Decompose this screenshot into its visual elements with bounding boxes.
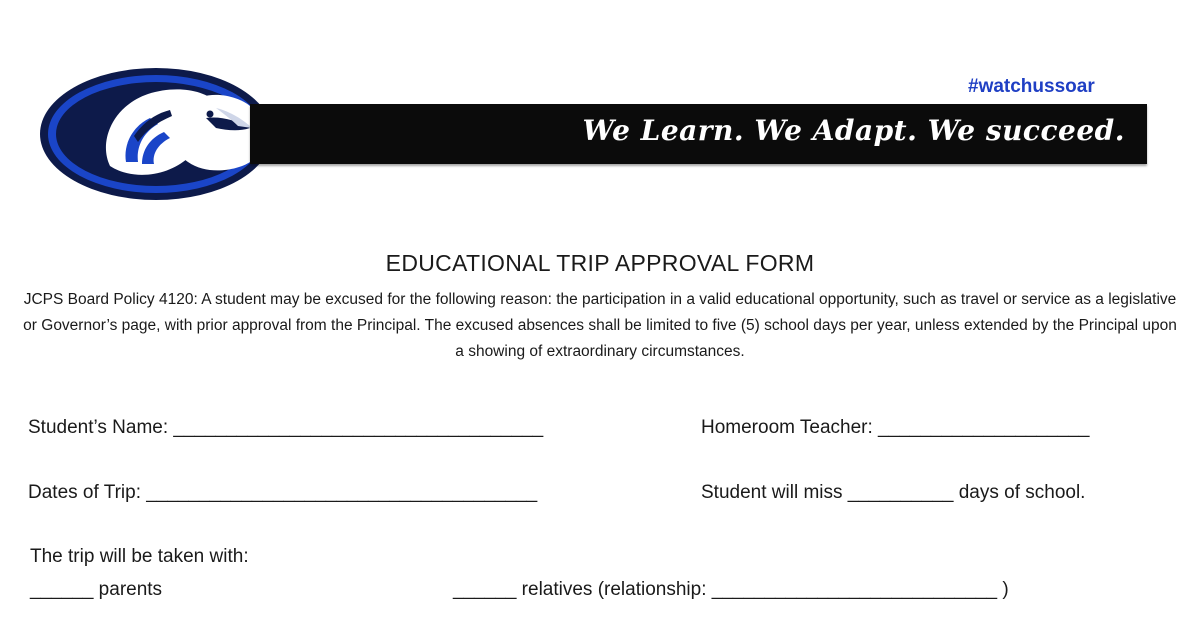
student-name-field[interactable]: Student’s Name: ___________________________________ (28, 417, 544, 438)
dates-of-trip-field[interactable]: Dates of Trip: _____________________________________ (28, 482, 538, 503)
policy-paragraph: JCPS Board Policy 4120: A student may be excused for the following reason: the participation in a valid educational opportunity, such as travel or service as a legislative or Governor’s page, with prior approval from the Principal. The excused absences shall be limited to five (5) school days per year, unless extended by the Principal upon a showing of extraordinary circumstances. (23, 291, 1177, 360)
relatives-option[interactable]: ______ relatives (relationship: ___________________________ ) (453, 579, 1009, 600)
hashtag-text: #watchussoar (968, 76, 1095, 97)
slogan-banner (250, 104, 1147, 164)
form-title: EDUCATIONAL TRIP APPROVAL FORM (385, 250, 815, 276)
days-missed-field[interactable]: Student will miss __________ days of school. (701, 482, 1086, 503)
trip-with-label: The trip will be taken with: (30, 546, 249, 567)
homeroom-teacher-field[interactable]: Homeroom Teacher: ____________________ (701, 417, 1090, 438)
parents-option[interactable]: ______ parents (30, 579, 163, 600)
slogan-text: We Learn. We Adapt. We succeed. (582, 114, 1125, 147)
